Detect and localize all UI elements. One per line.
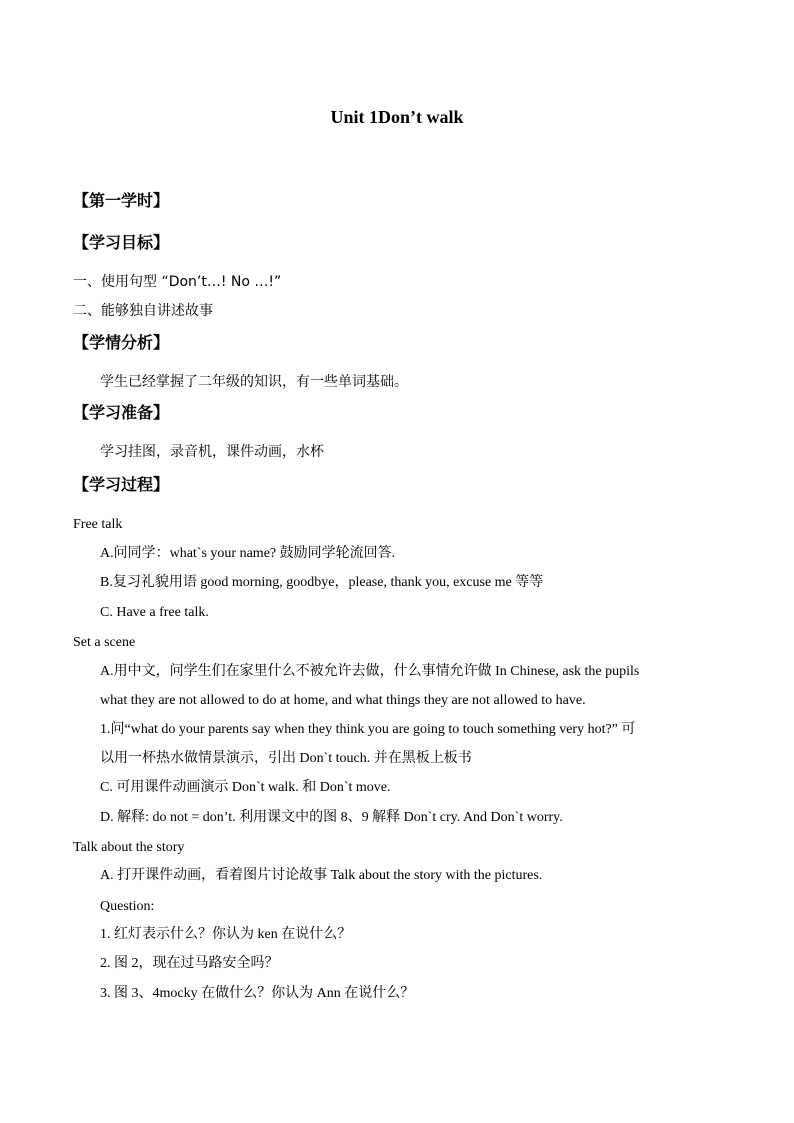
set-scene-item-c: C. 可用课件动画演示 Don`t walk. 和 Don`t move.: [100, 780, 391, 795]
question-item: 2. 图 2，现在过马路安全吗？: [100, 956, 279, 971]
subsection-free-talk: Free talk: [73, 517, 123, 532]
page-title: Unit 1Don’t walk: [330, 107, 464, 127]
set-scene-item-1: 1.问“what do your parents say when they think you are going to touch something very hot?” 可: [100, 722, 636, 737]
question-label: Question:: [100, 899, 155, 914]
set-scene-item-1-cont: 以用一杯热水做情景演示，引出 Don`t touch. 并在黑板上板书: [100, 751, 472, 766]
section-heading-analysis: 【学情分析】: [73, 333, 170, 352]
section-heading-lesson: 【第一学时】: [73, 191, 170, 210]
talk-story-item-a: A. 打开课件动画，看着图片讨论故事 Talk about the story with the pictures.: [100, 868, 543, 883]
section-heading-preparation: 【学习准备】: [73, 403, 170, 422]
question-item: 1. 红灯表示什么？你认为 ken 在说什么？: [100, 927, 352, 942]
objective-item: 二、能够独自讲述故事: [73, 303, 213, 319]
analysis-text: 学生已经掌握了二年级的知识，有一些单词基础。: [100, 374, 408, 390]
objective-item: 一、使用句型 “Don’t…! No …!”: [73, 274, 282, 290]
subsection-talk-story: Talk about the story: [73, 840, 185, 855]
free-talk-item: C. Have a free talk.: [100, 605, 209, 620]
question-item: 3. 图 3、4mocky 在做什么？你认为 Ann 在说什么？: [100, 986, 415, 1001]
set-scene-item-a-cont: what they are not allowed to do at home, and what things they are not allowed to have.: [100, 693, 586, 708]
preparation-text: 学习挂图，录音机，课件动画，水杯: [100, 444, 324, 460]
free-talk-item: A.问同学：what`s your name? 鼓励同学轮流回答.: [100, 546, 396, 561]
subsection-set-scene: Set a scene: [73, 635, 136, 650]
section-heading-process: 【学习过程】: [73, 475, 170, 494]
set-scene-item-a: A.用中文，问学生们在家里什么不被允许去做，什么事情允许做 In Chinese, ask the pupils: [100, 664, 640, 679]
set-scene-item-d: D. 解释: do not = don’t. 利用课文中的图 8、9 解释 Don`t cry. And Don`t worry.: [100, 810, 563, 825]
free-talk-item: B.复习礼貌用语 good morning, goodbye，please, thank you, excuse me 等等: [100, 575, 544, 590]
section-heading-objectives: 【学习目标】: [73, 233, 170, 252]
